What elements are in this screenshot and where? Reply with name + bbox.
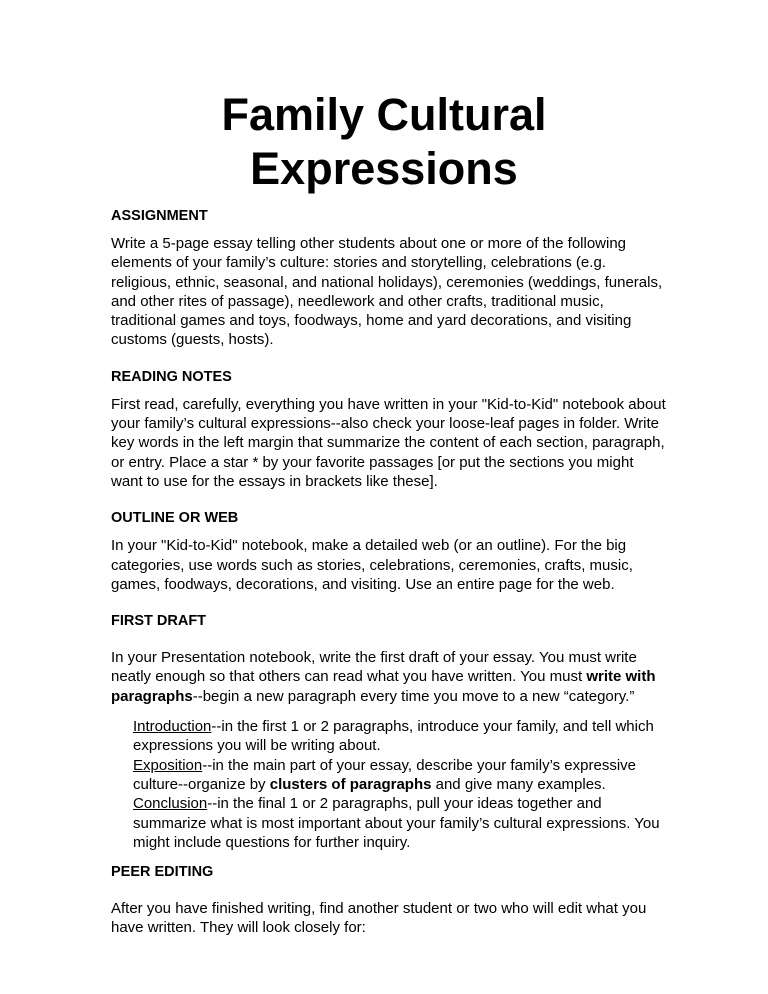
introduction-item: [133, 717, 667, 756]
section-heading: FIRST DRAFT: [111, 613, 207, 630]
essay-structure-list: [133, 717, 667, 852]
item-text: --in the main part of your essay, describe your family’s expressive culture--organize by: [133, 756, 637, 793]
title-line-2: Expressions: [250, 143, 518, 194]
item-text: and give many examples.: [431, 775, 606, 793]
item-text: --in the first 1 or 2 paragraphs, introduce your family, and tell which expressions you will be writing about.: [133, 718, 654, 755]
exposition-label: Exposition: [133, 756, 203, 774]
section-paragraph: In your "Kid-to-Kid" notebook, make a detailed web (or an outline). For the big categories, use words such as stories, celebrations, ceremonies, crafts, music, games, foodways, decorations, and visiting. Use an entire page for the web.: [111, 537, 633, 593]
document-body: [111, 207, 667, 949]
section-paragraph: [111, 648, 667, 706]
section-heading: OUTLINE OR WEB: [111, 510, 239, 527]
document-title: [0, 88, 768, 196]
introduction-label: Introduction: [133, 718, 212, 736]
conclusion-label: Conclusion: [133, 795, 208, 813]
emphasis-text: write with paragraphs: [111, 668, 656, 705]
item-text: --in the final 1 or 2 paragraphs, pull your ideas together and summarize what is most important about your family’s cultural expressions. You might include questions for further inquiry.: [133, 795, 660, 851]
section-heading: ASSIGNMENT: [111, 208, 208, 224]
peer-editing-section: [111, 863, 667, 938]
title-line-1: Family Cultural: [221, 89, 547, 140]
section-paragraph: First read, carefully, everything you have written in your "Kid-to-Kid" notebook about your family’s cultural expressions--also check your loose-leaf pages in folder. Write key words in the left margin that summarize the content of each section, paragraph, or entry. Place a star * by your favorite passages [or put the sections you might want to use for the essays in brackets like these].: [111, 395, 666, 490]
emphasis-text: clusters of paragraphs: [269, 775, 432, 793]
assignment-section: [111, 207, 667, 350]
section-heading: READING NOTES: [111, 368, 232, 385]
section-paragraph: After you have finished writing, find another student or two who will edit what you have written. They will look closely for:: [111, 900, 647, 937]
reading-notes-section: [111, 368, 667, 491]
exposition-item: [133, 756, 667, 795]
section-paragraph: Write a 5-page essay telling other students about one or more of the following elements of your family’s culture: stories and storytelling, celebrations (e.g. religious, ethnic, seasonal, and national holidays), ceremonies (weddings, funerals, and other rites of passage), needlework and other crafts, traditional music, traditional games and toys, foodways, home and yard decorations, and visiting customs (guests, hosts).: [111, 235, 663, 349]
paragraph-text: In your Presentation notebook, write the first draft of your essay. You must write neatly enough so that others can read what you have written. You must: [111, 649, 637, 686]
conclusion-item: [133, 794, 667, 852]
paragraph-text: --begin a new paragraph every time you move to a new “category.”: [192, 687, 635, 705]
first-draft-section: [111, 612, 667, 852]
section-heading: PEER EDITING: [111, 864, 214, 881]
outline-section: [111, 509, 667, 594]
